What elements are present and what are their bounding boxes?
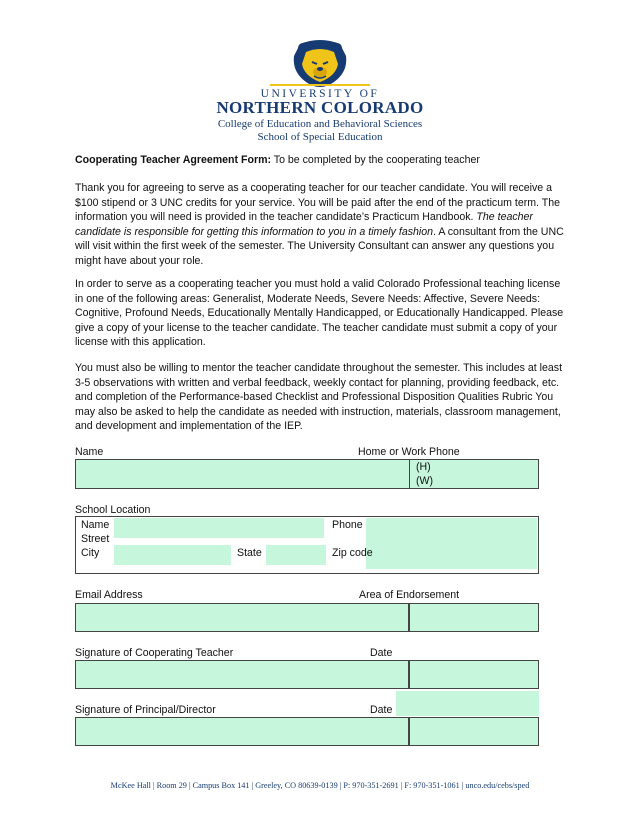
paragraph-license: In order to serve as a cooperating teacher you must hold a valid Colorado Professional teaching license in one of the following areas: Generalist, Moderate Needs, Severe Needs: Affective, Severe Needs: Cognitive, Profound Needs, Educationally Mentally Handicapped, or Educationally Handicapped. Please give a copy of your license to the teacher candidate. The teacher candidate must submit a copy of your license with this application. — [75, 278, 564, 349]
location-city-label: City — [81, 547, 100, 559]
phone-w-label: (W) — [416, 475, 434, 487]
sig-teacher-input[interactable] — [75, 660, 409, 689]
sig-principal-input[interactable] — [75, 717, 409, 746]
phone-h-label: (H) — [416, 461, 431, 473]
school-name: School of Special Education — [257, 131, 383, 143]
location-street-label: Street — [81, 533, 110, 545]
name-input[interactable] — [76, 460, 409, 488]
university-line: UNIVERSITY OF — [260, 88, 380, 100]
form-title-bold: Cooperating Teacher Agreement Form: — [75, 154, 272, 166]
form-title-rest: To be completed by the cooperating teacher — [271, 154, 480, 166]
form-title — [75, 153, 570, 168]
location-zip-label: Zip code — [332, 547, 373, 559]
location-phone-label: Phone — [332, 519, 363, 531]
paragraph-mentor: You must also be willing to mentor the teacher candidate throughout the semester. This includes at least 3-5 observations with written and verbal feedback, weekly contact for planning, providing feedback, etc. and completion of the Performance-based Checklist and Professional Disposition Qualities Rubric You may also be asked to help the candidate as needed with instruction, materials, classroom management, and development and implementation of the IEP. — [75, 362, 563, 433]
bear-logo-icon — [290, 38, 350, 90]
field-divider — [409, 459, 410, 489]
paragraph-intro-part: Thank you for agreeing to serve as a cooperating teacher for our teacher candidate. You will receive a $100 stipend or 3 UNC credits for your service. You will be paid after the end of the practicum term. The information you will need is provided in the teacher candidate’s Practicum Handbook. — [75, 182, 561, 224]
date1-label: Date — [370, 647, 393, 659]
logo-gold-rule — [270, 84, 370, 86]
location-city-input[interactable] — [114, 545, 231, 565]
location-state-label: State — [237, 547, 262, 559]
endorsement-input[interactable] — [409, 603, 539, 632]
endorsement-label: Area of Endorsement — [359, 589, 460, 601]
paragraph-intro — [75, 181, 570, 269]
location-name-input[interactable] — [114, 518, 324, 538]
date2-input[interactable] — [409, 717, 539, 746]
date1-input[interactable] — [409, 660, 539, 689]
location-name-label: Name — [81, 519, 110, 531]
location-phone-input[interactable] — [366, 518, 537, 569]
date2-label: Date — [370, 704, 393, 716]
sig-principal-label: Signature of Principal/Director — [75, 704, 216, 716]
phone-home-input[interactable] — [436, 461, 537, 473]
paragraph-intro-part: . A consultant from the UNC will visit within the first week of the semester. The University Consultant can answer any questions you might have about your role. — [75, 225, 564, 267]
phone-label: Home or Work Phone — [358, 446, 460, 458]
footer-address: McKee Hall | Room 29 | Campus Box 141 | Greeley, CO 80639-0139 | P: 970-351-2691 | F: 970-351-1061 | unco.edu/cebs/sped — [110, 781, 530, 790]
location-state-input[interactable] — [266, 545, 326, 565]
date2-input-upper[interactable] — [396, 691, 539, 716]
school-location-label: School Location — [75, 504, 151, 516]
name-label: Name — [75, 446, 104, 458]
email-input[interactable] — [75, 603, 409, 632]
sig-teacher-label: Signature of Cooperating Teacher — [75, 647, 234, 659]
university-name: NORTHERN COLORADO — [216, 98, 424, 117]
paragraph-intro-italic: The teacher candidate is responsible for getting this information to you in a timely fashion — [75, 211, 533, 238]
college-name: College of Education and Behavioral Sciences — [217, 118, 423, 130]
email-label: Email Address — [75, 589, 143, 601]
phone-work-input[interactable] — [436, 475, 537, 487]
